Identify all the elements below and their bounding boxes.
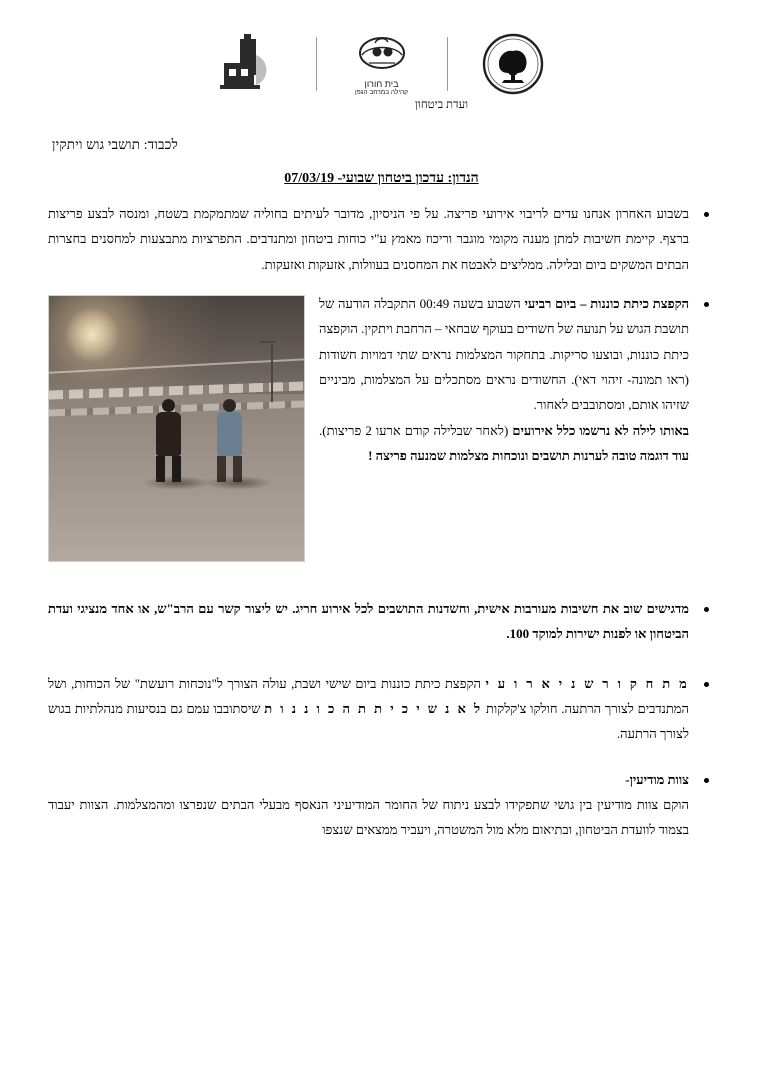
- addressee-line: לכבוד: תושבי גוש ויתקין: [52, 137, 179, 152]
- photo-suspect-figure-2: [217, 399, 242, 482]
- logo-left: [454, 28, 572, 100]
- bullet-intel-team-text: הוקם צוות מודיעין בין גושי שתפקידו לבצע ניתוח של החומר המודיעיני הנאסף מבעלי הבתים שנפרצו ומהמצלמות. הצוות יעבוד בצמוד לוועדת הביטחון, ובתיאום מלא מול המשטרה, ויעביר ממצאים שנצפו: [48, 797, 689, 838]
- bullet-debrief-lead: מ ת ח ק ו ר ש נ י א ר ו ע י: [485, 675, 689, 691]
- bullet-personal-alertness: [48, 596, 715, 647]
- black-tree-emblem-icon: [482, 33, 544, 95]
- committee-label-row: [48, 101, 715, 111]
- header-divider-1: [447, 37, 448, 91]
- header-divider-2: [316, 37, 317, 91]
- photo-figure-2-shadow: [203, 476, 273, 490]
- subject-line: הנדון: עדכון ביטחון שבועי- 07/03/19: [284, 171, 479, 186]
- photo-pole-arm: [259, 341, 275, 343]
- bullet-break-ins: [48, 201, 715, 277]
- building-emblem-icon: [214, 33, 288, 95]
- photo-streetlight-glow: [64, 307, 120, 363]
- logo-center-caption-line1: בית חורון: [364, 78, 399, 89]
- logo-center-caption-line2: קהילה במרחב הגפן: [355, 88, 409, 96]
- photo-figure-1-head: [162, 399, 175, 412]
- bullet-readiness-squad-text: השבוע בשעה 00:49 התקבלה הודעה של תושבת הגוש על תנועה של חשודים בעוקף שבחאי – הרחבת ויתקין. הוקפצה כיתת כוננות, ובוצעו סריקות. בתחקור המצלמות נראים שתי דמויות חשודות (ראו תמונה- זיהוי דאי). החשודים נראים מסתכלים על המצלמות, מביניים שזיהו אותם, ומסתובבים לאחור.: [319, 296, 689, 413]
- bullet-night-summary-normal: (לאחר שבלילה קודם ארעו 2 פריצות).: [319, 422, 513, 438]
- beit-horon-emblem-icon: [355, 33, 409, 77]
- bullet-intel-team-lead: צוות מודיעין-: [625, 771, 689, 787]
- bullet-readiness-squad: [48, 291, 715, 566]
- security-camera-photo: [48, 295, 305, 562]
- bullet-personal-alertness-text: מדגישים שוב את חשיבות מעורבות אישית, וחשדנות התושבים לכל אירוע חריג. יש ליצור קשר עם הרב"ש, או אחד מנציגי ועדת הביטחון או לפנות ישירות למוקד 100.: [48, 601, 689, 642]
- photo-figure-1-body: [156, 412, 181, 456]
- bullet-intel-team: [48, 767, 715, 843]
- logo-right: [192, 28, 310, 100]
- bullet-readiness-squad-lead-rest: – ביום רביעי: [524, 296, 591, 312]
- photo-figure-2-head: [223, 399, 236, 412]
- header-logos: [48, 28, 715, 100]
- photo-pole: [271, 344, 273, 402]
- photo-figure-1-shadow: [142, 476, 212, 490]
- bullet-break-ins-text: בשבוע האחרון אנחנו עדים לריבוי אירועי פריצה. על פי הניסיון, מדובר לעיתים בחוליה שמתמקמת בשטח, ומנסה לבצע פריצות ברצף. קיימת חשיבות למתן מענה מקומי מוגבר וריכוז מאמץ ע"י כוחות ביטחון ומתנדבים. התפרציות מתבצעות למחסנים בחצרות הבתים המשקים ביום ובלילה. ממליצים לאבטח את המחסנים בעוולות, אזעקות ואזעקות.: [48, 206, 689, 272]
- body-bullet-list: [48, 201, 715, 843]
- bullet-night-summary-bold-1: באותו לילה לא נרשמו כלל אירועים: [512, 422, 690, 438]
- bullet-debrief-mid: ל א נ ש י כ י ת ת ה כ ו נ נ ו ת: [264, 701, 483, 717]
- photo-figure-2-body: [217, 412, 242, 456]
- photo-suspect-figure-1: [156, 399, 181, 482]
- bullet-debrief-text: הקפצת כיתת כוננות ביום שישי ושבת, עולה הצורך ל"נוכחות רועשת" של הכוחות, ושל המתנדבים לצורך הרתעה. חולקו צ'קלקות: [48, 675, 689, 717]
- bullet-night-summary-bold-2: עוד דוגמה טובה לערנות תושבים ונוכחות מצלמות שמנעה פריצה !: [368, 448, 689, 464]
- bullet-debrief: [48, 671, 715, 747]
- bullet-debrief-text-end: שיסתובבו עמם גם בנסיעות מנהלתיות בגוש לצורך הרתעה.: [48, 701, 689, 742]
- logo-center: [323, 28, 441, 100]
- committee-label: ועדת ביטחון: [414, 99, 469, 111]
- bullet-readiness-squad-lead: הקפצת כיתת כוננות: [590, 296, 690, 312]
